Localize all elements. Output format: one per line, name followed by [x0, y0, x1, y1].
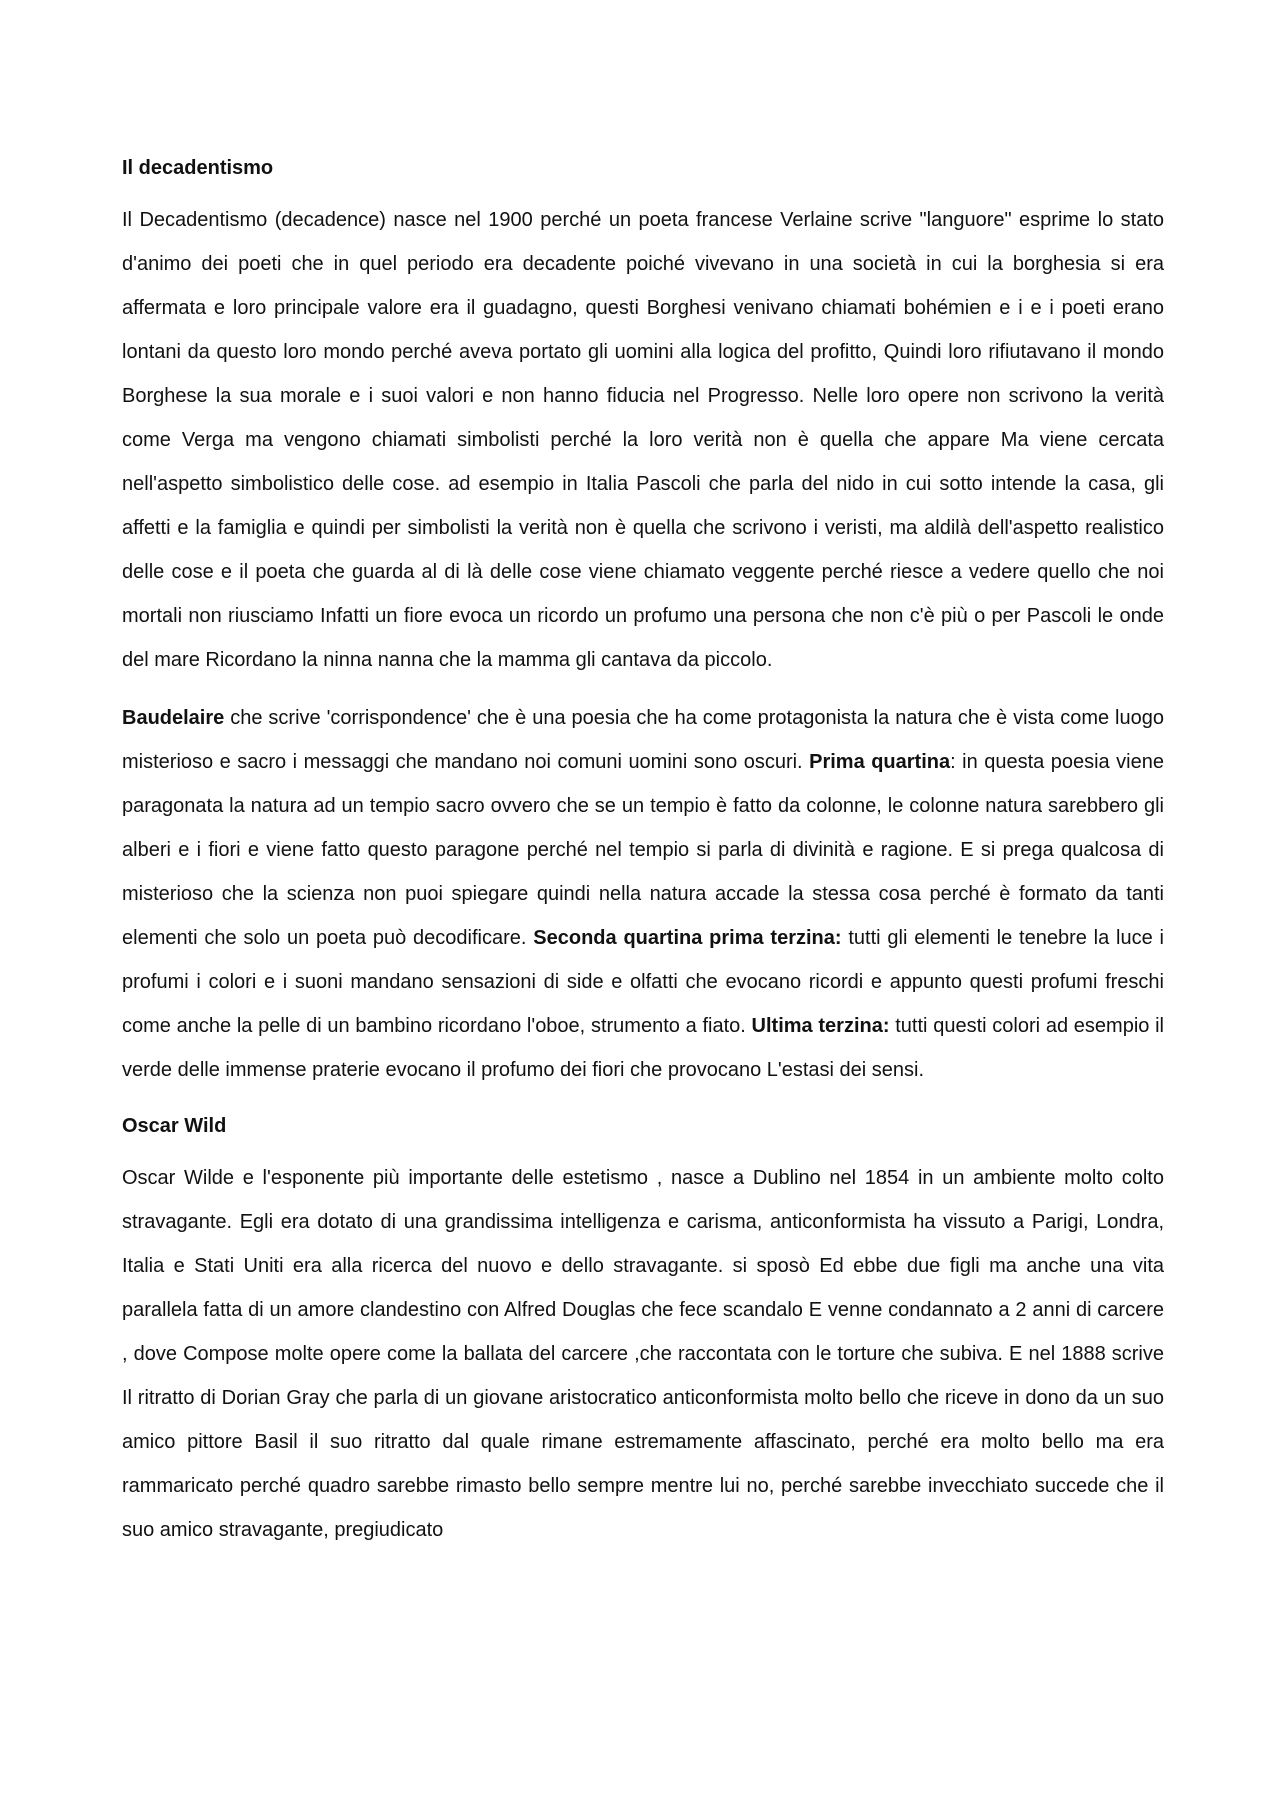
bold-seconda-quartina: Seconda quartina prima terzina:	[533, 927, 842, 949]
paragraph-baudelaire	[122, 696, 1164, 1092]
paragraph-oscar-wilde: Oscar Wilde e l'esponente più importante delle estetismo , nasce a Dublino nel 1854 in un ambiente molto colto stravagante. Egli era dotato di una grandissima intelligenza e carisma, anticonformista ha vissuto a Parigi, Londra, Italia e Stati Uniti era alla ricerca del nuovo e dello stravagante. si sposò Ed ebbe due figli ma anche una vita parallela fatta di un amore clandestino con Alfred Douglas che fece scandalo E venne condannato a 2 anni di carcere , dove Compose molte opere come la ballata del carcere ,che raccontata con le torture che subiva. E nel 1888 scrive Il ritratto di Dorian Gray che parla di un giovane aristocratico anticonformista molto bello che riceve in dono da un suo amico pittore Basil il suo ritratto dal quale rimane estremamente affascinato, perché era molto bello ma era rammaricato perché quadro sarebbe rimasto bello sempre mentre lui no, perché sarebbe invecchiato succede che il suo amico stravagante, pregiudicato	[122, 1167, 1164, 1541]
bold-ultima-terzina: Ultima terzina:	[751, 1015, 890, 1037]
bold-prima-quartina: Prima quartina	[809, 751, 951, 773]
text-span: che scrive 'corrispondence' che è una poesia che ha come protagonista la natura che è vista come luogo misterioso e sacro i messaggi che mandano noi comuni uomini sono oscuri.	[122, 707, 1164, 773]
section-title-decadentismo: Il decadentismo	[122, 157, 274, 179]
section-title-oscar-wild: Oscar Wild	[122, 1115, 227, 1137]
text-span: tutti questi colori ad esempio il verde delle immense praterie evocano il profumo dei fiori che provocano L'estasi dei sensi.	[122, 1015, 1165, 1081]
text-span: tutti gli elementi le tenebre la luce i profumi i colori e i suoni mandano sensazioni di side e olfatti che evocano ricordi e appunto questi profumi freschi come anche la pelle di un bambino ricordano l'oboe, strumento a fiato.	[122, 927, 1164, 1037]
text-span: : in questa poesia viene paragonata la natura ad un tempio sacro ovvero che se un tempio è fatto da colonne, le colonne natura sarebbero gli alberi e i fiori e viene fatto questo paragone perché nel tempio si parla di divinità e ragione. E si prega qualcosa di misterioso che la scienza non puoi spiegare quindi nella natura accade la stessa cosa perché è formato da tanti elementi che solo un poeta può decodificare.	[122, 751, 1164, 949]
paragraph-decadentismo: Il Decadentismo (decadence) nasce nel 1900 perché un poeta francese Verlaine scrive "languore" esprime lo stato d'animo dei poeti che in quel periodo era decadente poiché vivevano in una società in cui la borghesia si era affermata e loro principale valore era il guadagno, questi Borghesi venivano chiamati bohémien e i e i poeti erano lontani da questo loro mondo perché aveva portato gli uomini alla logica del profitto, Quindi loro rifiutavano il mondo Borghese la sua morale e i suoi valori e non hanno fiducia nel Progresso. Nelle loro opere non scrivono la verità come Verga ma vengono chiamati simbolisti perché la loro verità non è quella che appare Ma viene cercata nell'aspetto simbolistico delle cose. ad esempio in Italia Pascoli che parla del nido in cui sotto intende la casa, gli affetti e la famiglia e quindi per simbolisti la verità non è quella che scrivono i veristi, ma aldilà dell'aspetto realistico delle cose e il poeta che guarda al di là delle cose viene chiamato veggente perché riesce a vedere quello che noi mortali non riusciamo Infatti un fiore evoca un ricordo un profumo una persona che non c'è più o per Pascoli le onde del mare Ricordano la ninna nanna che la mamma gli cantava da piccolo.	[122, 209, 1164, 671]
bold-baudelaire: Baudelaire	[122, 707, 225, 729]
